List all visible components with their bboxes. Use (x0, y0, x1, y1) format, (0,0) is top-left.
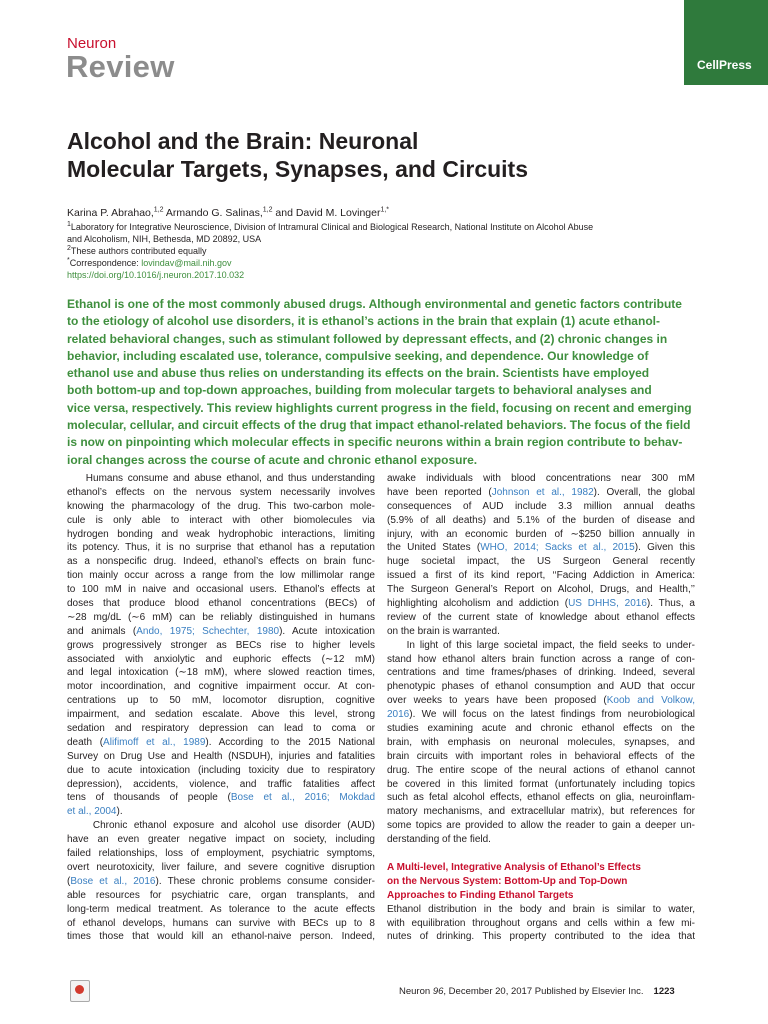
body-text-line: cule is only able to interact with other biomolecules via (67, 514, 375, 526)
body-text-line (387, 694, 695, 708)
footer-journal: Neuron (399, 986, 433, 997)
journal-name: Neuron (67, 35, 117, 52)
body-text-line: motor incoordination, and cognitive impairment occur. At con- (67, 681, 375, 693)
body-text: over weeks to years have been proposed ( (387, 695, 607, 707)
body-text-line: ethanol’s effects on the nervous system necessarily involves (67, 486, 375, 498)
abstract-line: vice versa, respectively. This review highlights current progress in the field, focusing on recent and emerging (67, 400, 692, 415)
citation-link[interactable]: 2016 (387, 709, 410, 721)
body-text-line: derstanding of the field. (387, 834, 491, 846)
body-text: ( (67, 875, 71, 887)
body-text-line: huge societal impact, the US Surgeon General recently (387, 556, 695, 568)
abstract-line: both bottom-up and top-down approaches, building from molecular targets to behavioral analyses and (67, 383, 652, 398)
affiliation-marker: 1 (67, 221, 71, 228)
correspondence-label: Correspondence: (69, 258, 142, 268)
body-text-line: overt neurotoxicity, liver failure, and severe cognitive disruption (67, 861, 375, 873)
author-name: and David M. Lovinger (272, 207, 381, 219)
body-text-line: impairment, and sedation escalate. Above this level, strong (67, 709, 375, 721)
body-text-line: due to acute intoxication (including toxicity due to respiratory (67, 764, 375, 776)
body-text-line (387, 541, 695, 555)
doi-link[interactable]: https://doi.org/10.1016/j.neuron.2017.10.032 (67, 270, 245, 280)
body-text: ). Overall, the global (593, 486, 695, 498)
body-text-line (387, 847, 695, 861)
footer-volume: 96 (432, 986, 444, 997)
affiliations (67, 221, 707, 281)
body-text-line: doses that produce blood ethanol concentrations (BECs) of (67, 598, 375, 610)
body-text-line: tion mainly occur across a range from the low millimolar range (67, 570, 375, 582)
body-text-line: (5.9% of all deaths) and 5.1% of the burden of disease and (387, 514, 695, 526)
citation-link[interactable]: Alifimoff et al., 1989 (103, 736, 206, 748)
body-text-line: review of the current state of knowledge about ethanol effects (387, 611, 695, 623)
citation-link[interactable]: WHO, 2014; Sacks et al., 2015 (480, 542, 635, 554)
body-text-line: of ethanol develops, humans can survive with BECs up to 8 (67, 917, 375, 929)
body-text-line: Chronic ethanol exposure and alcohol use disorder (AUD) (67, 820, 375, 832)
body-text-line: matory mechanisms, and extracellular matrix), but references for (387, 806, 695, 818)
page-number: 1223 (653, 986, 675, 997)
body-text-line: centrations and time frames/phases of drinking. Indeed, several (387, 667, 695, 679)
body-text: and animals ( (67, 625, 137, 637)
footer-citation: , December 20, 2017 Published by Elsevier Inc. (443, 986, 644, 997)
author-name: Karina P. Abrahao, (67, 207, 154, 219)
body-column-right (387, 472, 695, 944)
body-text-line: times those that would kill an ethanol-naive person. Indeed, (67, 931, 375, 943)
body-text-line: Survey on Drug Use and Health (NSDUH), injuries and fatalities (67, 750, 375, 762)
body-text: ). (116, 806, 123, 818)
abstract-line: behavior, including escalated use, tolerance, compulsive seeking, and dependence. Our knowledge of (67, 348, 649, 363)
body-text-line (387, 486, 695, 500)
body-text-line: The Surgeon General’s Report on Alcohol, Drugs, and Health,’’ (387, 584, 695, 596)
affiliation-marker: * (67, 257, 70, 264)
correspondence-line (67, 257, 707, 269)
body-text-line: awake individuals with blood concentrations near 300 mM (387, 473, 695, 484)
equal-contribution-note (67, 245, 707, 257)
equal-contribution-text: These authors contributed equally (70, 246, 207, 256)
body-text: highlighting alcoholism and addiction ( (387, 598, 569, 610)
body-text-line: with equilibration throughout organs and cells within a few mi- (387, 917, 695, 929)
body-text-line (67, 625, 375, 639)
article-title (67, 127, 707, 183)
body-text-line: brain circuits with important roles in behavioral effects of the (387, 750, 695, 762)
body-text-line: grows progressively stronger as BECs rise to higher levels (67, 639, 375, 651)
body-text-line (387, 597, 695, 611)
abstract-line: to the etiology of alcohol use disorders, it is ethanol’s actions in the brain that explain (1) acute ethanol- (67, 314, 660, 329)
body-text-line: on the brain is warranted. (387, 625, 500, 637)
body-text-line: Ethanol distribution in the body and brain is similar to water, (387, 903, 695, 915)
citation-link[interactable]: Johnson et al., 1982 (491, 486, 594, 498)
abstract-line: is now on pinpointing which molecular effects in specific neurons within a brain region contribute to behav- (67, 435, 683, 450)
abstract (67, 296, 699, 469)
citation-link[interactable]: Koob and Volkow, (606, 695, 695, 707)
section-heading-line: A Multi-level, Integrative Analysis of Ethanol’s Effects (387, 861, 641, 873)
abstract-line: Ethanol is one of the most commonly abused drugs. Although environmental and genetic factors contribute (67, 297, 682, 311)
body-text: ). These chronic problems consume consider- (155, 875, 375, 887)
body-text-line: as a nonspecific drug. Indeed, ethanol’s effects on brain func- (67, 556, 375, 568)
citation-link[interactable]: US DHHS, 2016 (568, 598, 647, 610)
body-text-line: injury, with an economic burden of ∼$250 billion annually in (387, 528, 695, 540)
affiliation-line (67, 233, 707, 245)
body-column-left (67, 472, 375, 944)
body-text-line: such as fetal alcohol effects, ethanol effects on glia, neuroinflam- (387, 792, 695, 804)
citation-link[interactable]: et al., 2004 (67, 806, 117, 818)
body-text-line: centrations up to 50 mM, locomotor disruption, cognitive (67, 695, 375, 707)
body-text-line: some topics are provided to allow the reader to gain a deeper un- (387, 820, 695, 832)
body-text-line: associated with anxiolytic and euphoric effects (∼12 mM) (67, 653, 375, 665)
cellpress-logo (684, 0, 768, 85)
body-text-line (67, 875, 375, 889)
affiliation-line (67, 221, 707, 233)
section-label: Review (66, 49, 175, 84)
crossmark-icon[interactable] (70, 980, 90, 1002)
body-text: the United States ( (387, 542, 481, 554)
author-affiliation-marker: 1,* (380, 206, 390, 214)
body-text-line: depression), accidents, violence, and traffic fatalities affect (67, 778, 375, 790)
body-text-line (387, 708, 695, 722)
body-text-line: studies examining acute and chronic ethanol effects on the (387, 723, 695, 735)
section-heading-line: on the Nervous System: Bottom-Up and Top-Down (387, 875, 628, 887)
author-affiliation-marker: 1,2 (153, 206, 164, 214)
body-text-line: In light of this large societal impact, the field seeks to under- (387, 639, 695, 651)
citation-link[interactable]: Bose et al., 2016; Mokdad (230, 792, 375, 804)
affiliation-text: Laboratory for Integrative Neuroscience, Division of Intramural Clinical and Biological Research, National Institute on Alcohol Abuse (70, 222, 594, 232)
body-text-line: be covered in this limited format (unfortunately including topics (387, 778, 695, 790)
body-text-line: failed relationships, loss of employment, psychiatric symptoms, (67, 848, 375, 860)
body-text: death ( (67, 736, 104, 748)
abstract-line: ethanol use and abuse thus relies on understanding its effects on the brain. Scientists have employed (67, 366, 650, 381)
body-text-line: its potency. Thus, it is no surprise that ethanol has a reputation (67, 542, 375, 554)
correspondence-email-link[interactable]: lovindav@mail.nih.gov (141, 258, 232, 268)
body-text-line: sedation and respiratory depression can lead to coma or (67, 723, 375, 735)
body-text-line: phenotypic phases of ethanol consumption and AUD that occur (387, 681, 695, 693)
affiliation-marker: 2 (67, 245, 71, 252)
body-text-line: stand how ethanol alters brain function across a range of con- (387, 653, 695, 665)
abstract-line: molecular, cellular, and circuit effects of the drug that impact ethanol-related behaviors. The focus of the field (67, 418, 691, 433)
body-text-line: knowing the pharmacology of the drug. This two-carbon mole- (67, 500, 375, 512)
body-text-line: drug. The entire scope of the neural actions of ethanol cannot (387, 764, 695, 776)
body-text-line: nutes of drinking. This property contributed to the idea that (387, 931, 695, 943)
body-text: have been reported ( (387, 486, 492, 498)
page-footer (399, 986, 675, 997)
body-text-line: have an even greater negative impact on society, including (67, 834, 375, 846)
body-text-line: hydrogen bonding and weak hydrophobic interactions, limiting (67, 528, 375, 540)
title-line: Molecular Targets, Synapses, and Circuits (67, 156, 528, 182)
body-text: tens of thousands of people ( (67, 792, 231, 804)
body-text-line: issued a first of its kind report, ‘‘Facing Addiction in America: (387, 570, 695, 582)
body-text-line (67, 791, 375, 805)
body-text-line: long-term medical treatment. As tolerance to the acute effects (67, 903, 375, 915)
citation-link[interactable]: Bose et al., 2016 (70, 875, 156, 887)
body-text-line: to 100 mM in naive and occasional users. Ethanol’s effects at (67, 584, 375, 596)
body-text-line: and legal intoxication (∼18 mM), where slowed reaction times, (67, 667, 375, 679)
body-text-line: Humans consume and abuse ethanol, and thus understanding (67, 473, 375, 484)
cellpress-logo-text: CellPress (697, 58, 752, 72)
body-text-line: able resources for psychiatric care, organ transplants, and (67, 889, 375, 901)
author-list (67, 207, 389, 219)
body-text: ). Thus, a (646, 598, 695, 610)
body-text-line: consequences of AUD include 3.3 million annual deaths (387, 500, 695, 512)
citation-link[interactable]: Ando, 1975; Schechter, 1980 (136, 625, 280, 637)
affiliation-text: and Alcoholism, NIH, Bethesda, MD 20892, USA (67, 234, 262, 244)
abstract-line: related behavioral changes, such as stimulant followed by depressant effects, and (2) chronic changes in (67, 331, 668, 346)
body-text-line (67, 805, 375, 819)
author-affiliation-marker: 1,2 (262, 206, 273, 214)
title-line: Alcohol and the Brain: Neuronal (67, 128, 419, 154)
body-text: ). According to the 2015 National (205, 736, 375, 748)
body-text-line: brain, with emphasis on neuronal molecules, synapses, and (387, 736, 695, 748)
body-text: ). We will focus on the latest findings from neurobiological (409, 709, 695, 721)
body-text: ). Acute intoxication (279, 625, 375, 637)
body-text-line (67, 736, 375, 750)
body-text-line: ∼28 mg/dL (∼6 mM) can be reliably distinguished in humans (67, 611, 375, 623)
body-text: ). Given this (634, 542, 695, 554)
abstract-line: ioral changes across the course of acute and chronic ethanol exposure. (67, 452, 478, 467)
author-name: Armando G. Salinas, (163, 207, 263, 219)
section-heading-line: Approaches to Finding Ethanol Targets (387, 889, 574, 901)
